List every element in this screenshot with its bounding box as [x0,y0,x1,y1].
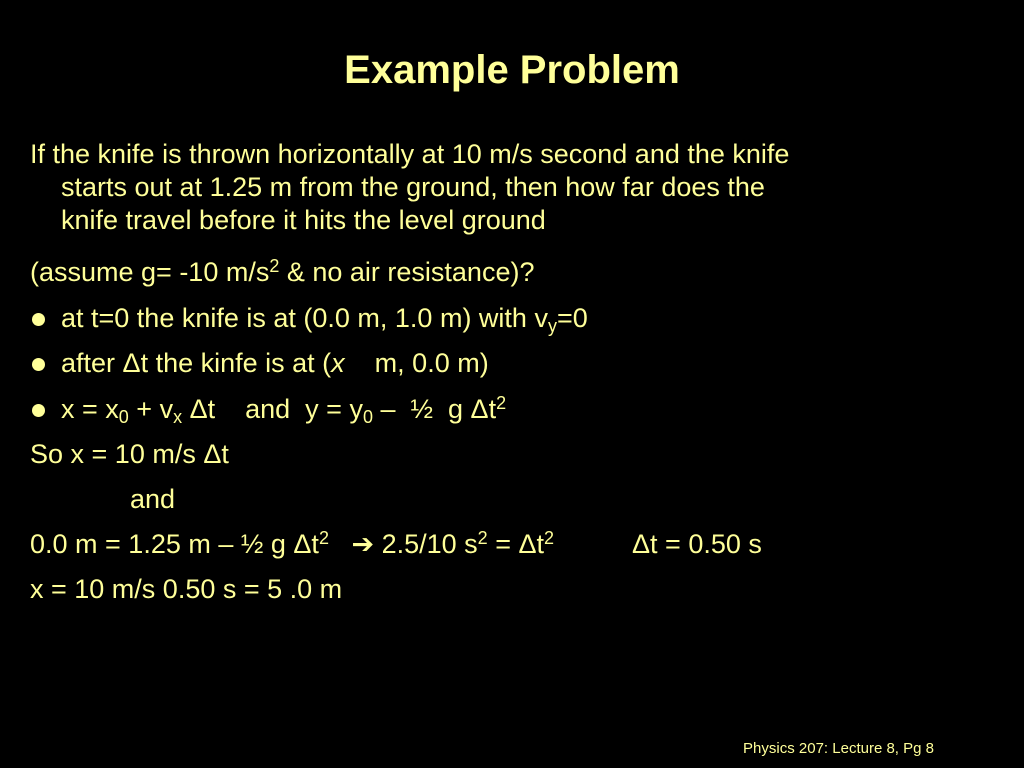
bullet-2 [30,347,489,380]
equation-line: 0.0 m = 1.25 m – ½ g $\Delta t^2$ ➔ 2.5/10 $s^2 = \Delta t^2$ Δt = 0.50 s [30,528,762,559]
intro-line-2: starts out at 1.25 m from the ground, then how far does the [61,172,765,202]
bullet-1 [30,302,588,335]
assume-tail: & no air resistance)? [279,257,535,287]
bullet-dot-icon [32,404,45,417]
bullet-dot-icon [32,358,45,371]
bullet-dot-icon [32,313,45,326]
intro-line-1: If the knife is thrown horizontally at 10 m/s second and the knife [30,139,790,169]
and-line: and [130,484,176,514]
slide-footer: Physics 207: Lecture 8, Pg 8 [743,740,934,757]
bullet-1-text: at t=0 the knife is at (0.0 m, 1.0 m) with $v_y=0$ [61,303,588,336]
so-line: So x = 10 m/s Δt [30,439,229,469]
assume-text: (assume g= -10 m/s [30,257,270,287]
assume-sup: 2 [269,256,280,276]
slide-title: Example Problem [344,48,680,92]
bullet-3-text: $x = x_0 + v_x$ Δt and $y = y_0$ – ½ g $\Delta t^2$ [61,393,507,427]
bullet-2-text: after Δt the kinfe is at (x m, 0.0 m) [61,348,489,378]
result-line: x = 10 m/s 0.50 s = 5 .0 m [30,574,343,604]
bullet-3 [30,393,506,426]
assume-line [30,256,534,289]
arrow-icon: ➔ [351,529,375,559]
intro-line-3: knife travel before it hits the level ground [61,205,546,235]
